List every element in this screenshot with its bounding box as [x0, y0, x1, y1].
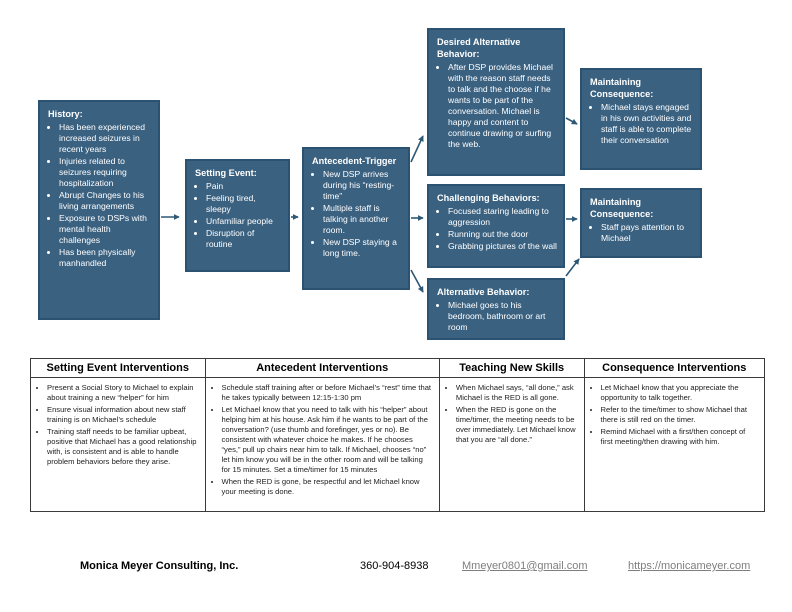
flow-box-setting-event	[185, 159, 290, 272]
bullet-item: • Multiple staff is talking in another room.	[323, 203, 402, 236]
bullet-item: • Disruption of routine	[206, 228, 282, 250]
bullet-item: • Feeling tired, sleepy	[206, 193, 282, 215]
website-link[interactable]: https://monicameyer.com	[628, 560, 751, 572]
flow-box-bullets	[206, 181, 282, 250]
flow-box-title: History:	[48, 109, 83, 119]
table-column-consequence-interventions	[585, 359, 765, 511]
bullet-item: • Let Michael know that you need to talk with his “helper” about helping him at his house. Ask him if he wants to be part of the conversation? (use thumb and forefinger, yes or no). Be consistent with whatever choice he makes. If he chooses “yes,” pull up chairs near him to talk. If Michael, chooses “no” let him know you will be in the other room and will be talking for 15 minutes. Set a time/timer for 15 minutes	[222, 405, 433, 475]
bullet-item: • New DSP arrives during his “resting-time”	[323, 169, 402, 202]
flow-box-title: Desired Alternative Behavior:	[437, 37, 521, 59]
table-column-header: Antecedent Interventions	[206, 359, 439, 378]
flow-box-maintaining-consequence-2	[580, 188, 702, 258]
bullet-item: • Present a Social Story to Michael to explain about training a new “helper” for him	[47, 383, 199, 403]
table-column-teaching-new-skills	[440, 359, 585, 511]
flow-box-challenging-behaviors	[427, 184, 565, 268]
arrow-desired-to-mc1	[566, 118, 577, 124]
bullet-item: • Exposure to DSPs with mental health challenges	[59, 213, 152, 246]
flow-box-title: Maintaining Consequence:	[590, 77, 654, 99]
flow-box-alternative-behavior	[427, 278, 565, 340]
bullet-item: • Ensure visual information about new staff training is on Michael’s schedule	[47, 405, 199, 425]
bullet-item: • Abrupt Changes to his living arrangements	[59, 190, 152, 212]
flow-box-bullets	[448, 206, 557, 252]
bullet-item: • Refer to the time/timer to show Michael that there is still red on the timer.	[601, 405, 759, 425]
arrow-alternative-to-mc2	[566, 259, 579, 276]
table-column-header: Consequence Interventions	[585, 359, 765, 378]
bullet-item: • Focused staring leading to aggression	[448, 206, 557, 228]
bullet-item: • Pain	[206, 181, 282, 192]
bullet-item: • Michael goes to his bedroom, bathroom or art room	[448, 300, 557, 333]
table-column-antecedent-interventions	[206, 359, 440, 511]
bullet-item: • Has been physically manhandled	[59, 247, 152, 269]
table-column-header: Teaching New Skills	[440, 359, 584, 378]
phone-number: 360-904-8938	[360, 560, 429, 572]
table-column-bullets	[222, 383, 433, 497]
flow-box-desired-alternative-behavior	[427, 28, 565, 176]
flow-box-title: Challenging Behaviors:	[437, 193, 540, 203]
flow-box-bullets	[448, 300, 557, 333]
bullet-item: • Let Michael know that you appreciate the opportunity to talk together.	[601, 383, 759, 403]
bullet-item: • Remind Michael with a first/then concept of first meeting/then drawing with him.	[601, 427, 759, 447]
table-column-body	[31, 378, 205, 511]
flow-box-bullets	[323, 169, 402, 259]
table-column-header: Setting Event Interventions	[31, 359, 205, 378]
flow-box-bullets	[601, 222, 694, 244]
email-link[interactable]: Mmeyer0801@gmail.com	[462, 560, 588, 572]
table-column-body	[585, 378, 765, 511]
interventions-table	[30, 358, 765, 512]
bullet-item: • Running out the door	[448, 229, 557, 240]
table-column-bullets	[47, 383, 199, 467]
flow-box-bullets	[601, 102, 694, 146]
bullet-item: • Michael stays engaged in his own activities and staff is able to complete their conversation	[601, 102, 694, 146]
flow-box-title: Maintaining Consequence:	[590, 197, 654, 219]
flow-box-maintaining-consequence-1	[580, 68, 702, 170]
bullet-item: • Unfamiliar people	[206, 216, 282, 227]
flow-box-title: Alternative Behavior:	[437, 287, 530, 297]
bullet-item: • Schedule staff training after or before Michael’s “rest” time that he takes typically between 12:15-1:30 pm	[222, 383, 433, 403]
flow-box-bullets	[448, 62, 557, 150]
bullet-item: • When Michael says, “all done,” ask Michael is the RED is all gone.	[456, 383, 578, 403]
flow-box-history	[38, 100, 160, 320]
flow-box-title: Setting Event:	[195, 168, 257, 178]
table-column-setting-event-interventions	[31, 359, 206, 511]
flow-box-bullets	[59, 122, 152, 269]
bullet-item: • Staff pays attention to Michael	[601, 222, 694, 244]
bullet-item: • Injuries related to seizures requiring hospitalization	[59, 156, 152, 189]
bullet-item: • After DSP provides Michael with the reason staff needs to talk and the choose if he wants to be part of the conversation. Michael is happy and content to continue drawing or surfing the web.	[448, 62, 557, 150]
arrow-antecedent-to-alternative	[411, 270, 423, 292]
footer	[0, 560, 792, 584]
bullet-item: • Training staff needs to be familiar upbeat, positive that Michael has a good relationship with, is consistent and is able to handle problem behaviors before they arise.	[47, 427, 199, 467]
table-column-body	[206, 378, 439, 511]
bullet-item: • Grabbing pictures of the wall	[448, 241, 557, 252]
table-column-body	[440, 378, 584, 511]
bullet-item: • New DSP staying a long time.	[323, 237, 402, 259]
bullet-item: • Has been experienced increased seizures in recent years	[59, 122, 152, 155]
company-name: Monica Meyer Consulting, Inc.	[80, 560, 239, 572]
flow-box-title: Antecedent-Trigger	[312, 156, 397, 166]
flow-box-antecedent-trigger	[302, 147, 410, 290]
table-column-bullets	[456, 383, 578, 445]
table-column-bullets	[601, 383, 759, 447]
bullet-item: • When the RED is gone on the time/timer, the meeting needs to be over immediately. Let Michael know that you are “all done.”	[456, 405, 578, 445]
arrow-antecedent-to-desired	[411, 136, 423, 162]
bullet-item: • When the RED is gone, be respectful and let Michael know your meeting is done.	[222, 477, 433, 497]
